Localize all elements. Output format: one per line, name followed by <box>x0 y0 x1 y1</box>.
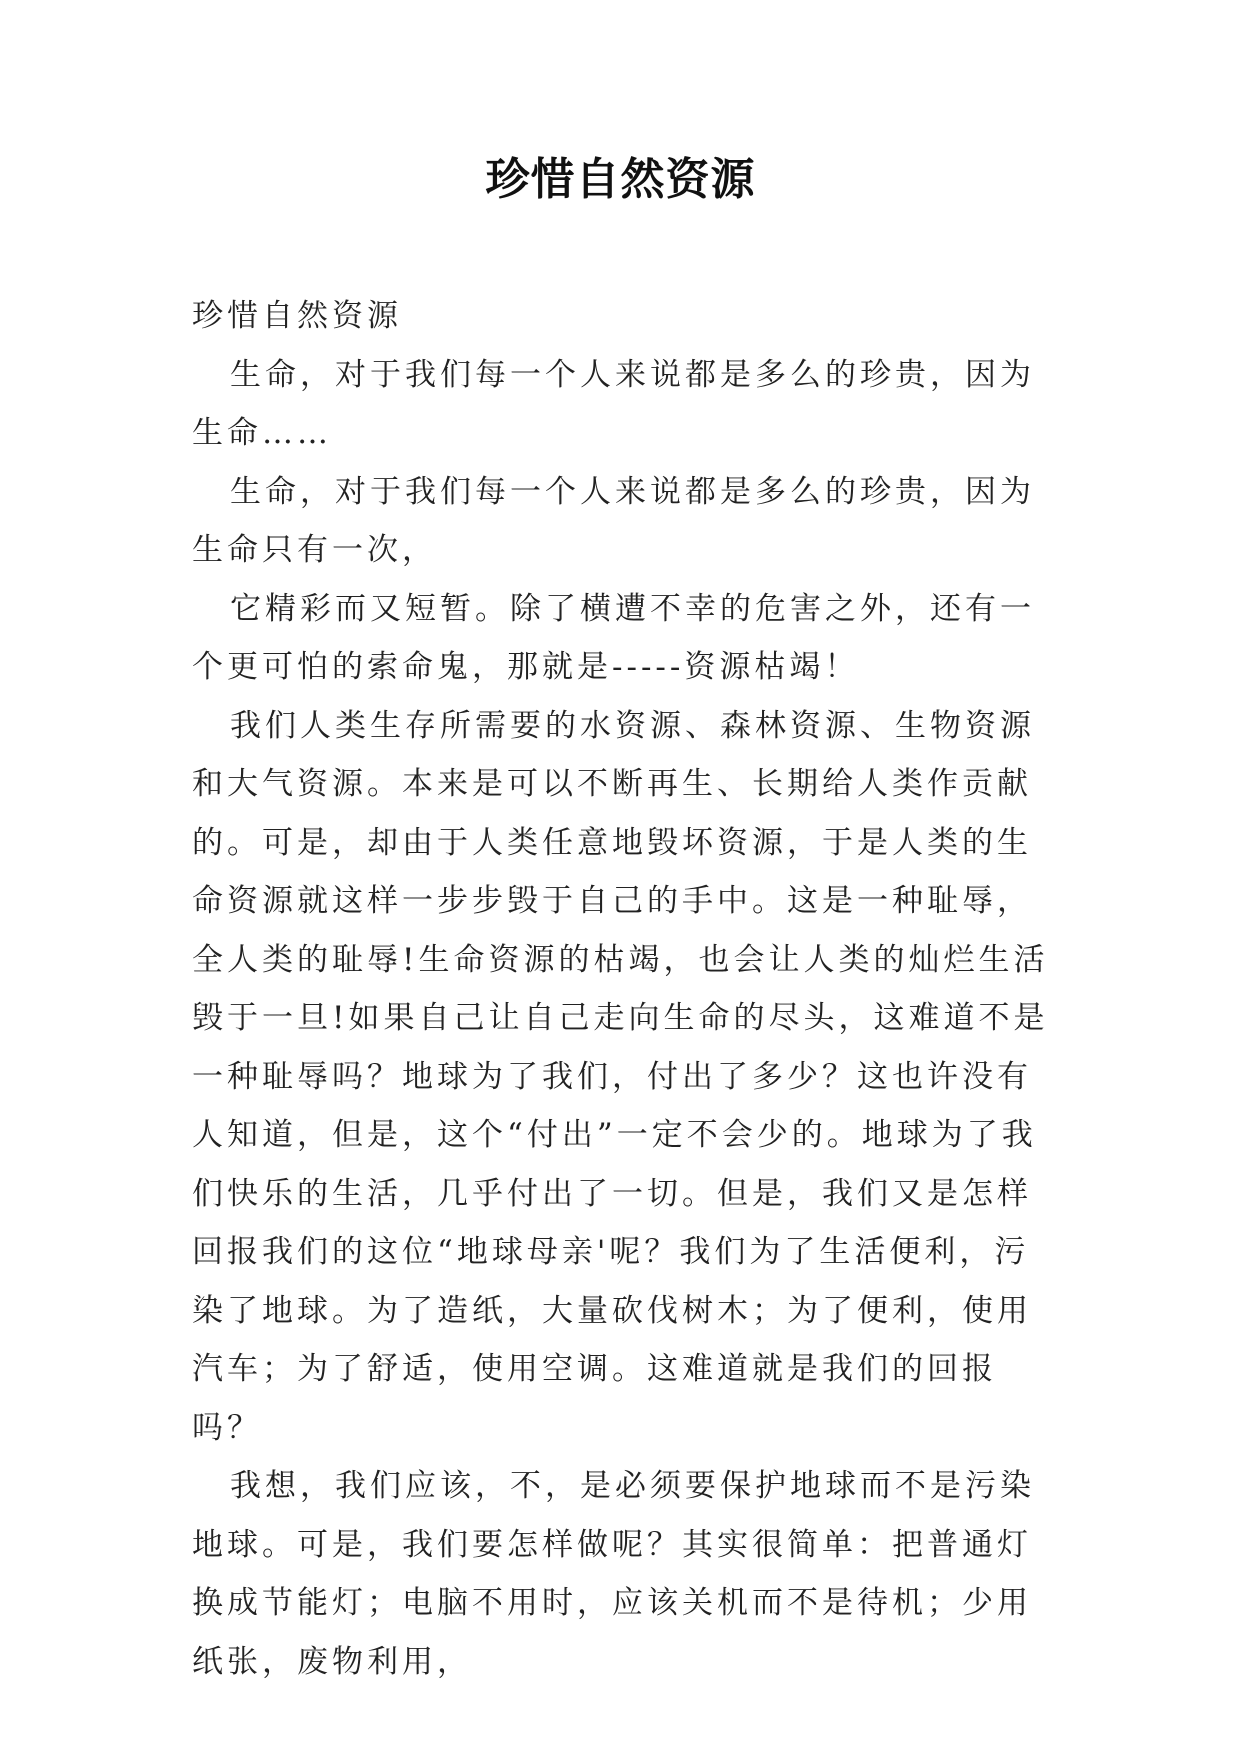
paragraph-heading: 珍惜自然资源 <box>192 298 402 334</box>
paragraph-2: 生命，对于我们每一个人来说都是多么的珍贵，因为生命只有一次， <box>192 473 1035 568</box>
paragraph-3: 它精彩而又短暂。除了横遭不幸的危害之外，还有一个更可怕的索命鬼，那就是-----资源枯竭！ <box>192 590 1035 685</box>
document-body <box>192 287 1058 1691</box>
paragraph-5: 我想，我们应该，不，是必须要保护地球而不是污染地球。可是，我们要怎样做呢？其实很简单：把普通灯换成节能灯；电脑不用时，应该关机而不是待机；少用纸张，废物利用， <box>192 1468 1035 1680</box>
document-title: 珍惜自然资源 <box>485 154 756 205</box>
paragraph-4: 我们人类生存所需要的水资源、森林资源、生物资源和大气资源。本来是可以不断再生、长期给人类作贡献的。可是，却由于人类任意地毁坏资源，于是人类的生命资源就这样一步步毁于自己的手中。这是一种耻辱，全人类的耻辱!生命资源的枯竭，也会让人类的灿烂生活毁于一旦!如果自己让自己走向生命的尽头，这难道不是一种耻辱吗？地球为了我们，付出了多少？这也许没有人知道，但是，这个“付出”一定不会少的。地球为了我们快乐的生活，几乎付出了一切。但是，我们又是怎样回报我们的这位“地球母亲'呢？我们为了生活便利，污染了地球。为了造纸，大量砍伐树木；为了便利，使用汽车；为了舒适，使用空调。这难道就是我们的回报吗？ <box>192 707 1049 1446</box>
paragraph-1: 生命，对于我们每一个人来说都是多么的珍贵，因为生命…… <box>192 356 1035 451</box>
